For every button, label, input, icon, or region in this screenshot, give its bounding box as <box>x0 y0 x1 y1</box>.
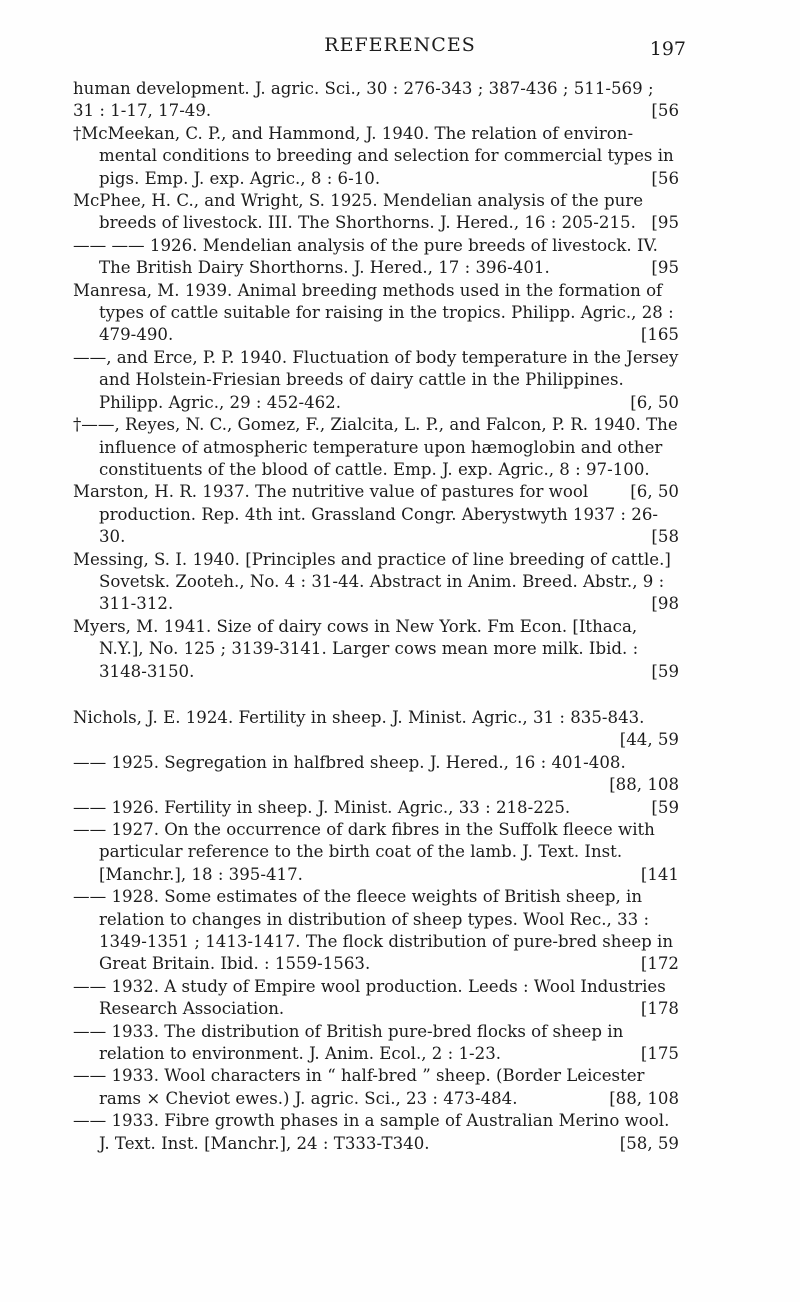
reference-entry: —— 1928. Some estimates of the fleece weights of British sheep, in relation to changes in distribution of sheep types. Wool Rec., 33 : 1349-1351 ; 1413-1417. The flock distribution of pure-bred sheep in Great Britain. Ibid. : 1559-1563. [172 <box>73 887 679 974</box>
reference-list <box>73 78 681 1155</box>
page-number: 197 <box>649 38 686 60</box>
section-gap <box>73 683 681 707</box>
reference-entry: —— 1927. On the occurrence of dark fibres in the Suffolk fleece with particular reference to the birth coat of the lamb. J. Text. Inst. [Manchr.], 18 : 395-417. [141 <box>73 820 679 884</box>
reference-entry: †McMeekan, C. P., and Hammond, J. 1940. The relation of environ-mental conditions to breeding and selection for commercial types in pigs. Emp. J. exp. Agric., 8 : 6-10. [56 <box>73 123 679 188</box>
reference-entry: —— 1933. The distribution of British pure-bred flocks of sheep in relation to environment. J. Anim. Ecol., 2 : 1-23. [175 <box>73 1021 679 1064</box>
reference-entry: —— 1933. Wool characters in “ half-bred ” sheep. (Border Leicester rams × Cheviot ewes.) J. agric. Sci., 23 : 473-484. [88, 108 <box>73 1066 679 1108</box>
reference-entry: —— 1932. A study of Empire wool production. Leeds : Wool Industries Research Association. [178 <box>73 976 679 1019</box>
reference-entry: Manresa, M. 1939. Animal breeding methods used in the formation of types of cattle suitable for raising in the tropics. Philipp. Agric., 28 : 479-490. [165 <box>73 280 679 345</box>
reference-entry: Messing, S. I. 1940. [Principles and practice of line breeding of cattle.] Sovetsk. Zooteh., No. 4 : 31-44. Abstract in Anim. Breed. Abstr., 9 : 311-312. [98 <box>73 549 679 614</box>
reference-entry: —— —— 1926. Mendelian analysis of the pure breeds of livestock. IV. The British Dairy Shorthorns. J. Hered., 17 : 396-401. [95 <box>73 235 679 278</box>
reference-entry: Marston, H. R. 1937. The nutritive value of pastures for wool production. Rep. 4th int. Grassland Congr. Aberystwyth 1937 : 26-30. [58 <box>73 482 679 547</box>
reference-entry: —— 1926. Fertility in sheep. J. Minist. Agric., 33 : 218-225. [59 <box>73 797 679 817</box>
reference-entry: —— 1933. Fibre growth phases in a sample of Australian Merino wool. J. Text. Inst. [Manchr.], 24 : T333-T340. [58, 59 <box>73 1111 679 1153</box>
reference-entry: ——, and Erce, P. P. 1940. Fluctuation of body temperature in the Jersey and Holstein-Friesian breeds of dairy cattle in the Philippines. Philipp. Agric., 29 : 452-462. [6, 50 <box>73 347 679 412</box>
reference-entry: †——, Reyes, N. C., Gomez, F., Zialcita, L. P., and Falcon, P. R. 1940. The influence of atmospheric temperature upon hæmoglobin and other constituents of the blood of cattle. Emp. J. exp. Agric., 8 : 97-100. [6, 50 <box>73 415 679 502</box>
running-title: REFERENCES <box>324 34 476 56</box>
reference-entry-continued: human development. J. agric. Sci., 30 : 276-343 ; 387-436 ; 511-569 ; 31 : 1-17, 17-49. [56 <box>73 79 679 121</box>
running-header <box>0 34 800 64</box>
reference-entry: Myers, M. 1941. Size of dairy cows in New York. Fm Econ. [Ithaca, N.Y.], No. 125 ; 3139-3141. Larger cows mean more milk. Ibid. : 3148-3150. [59 <box>73 616 679 681</box>
reference-entry: Nichols, J. E. 1924. Fertility in sheep. J. Minist. Agric., 31 : 835-843. [44, 59 <box>73 707 679 750</box>
reference-entry: McPhee, H. C., and Wright, S. 1925. Mendelian analysis of the pure breeds of livestock. III. The Shorthorns. J. Hered., 16 : 205-215. [95 <box>73 191 679 233</box>
reference-entry: —— 1925. Segregation in halfbred sheep. J. Hered., 16 : 401-408. [88, 108 <box>73 752 679 795</box>
